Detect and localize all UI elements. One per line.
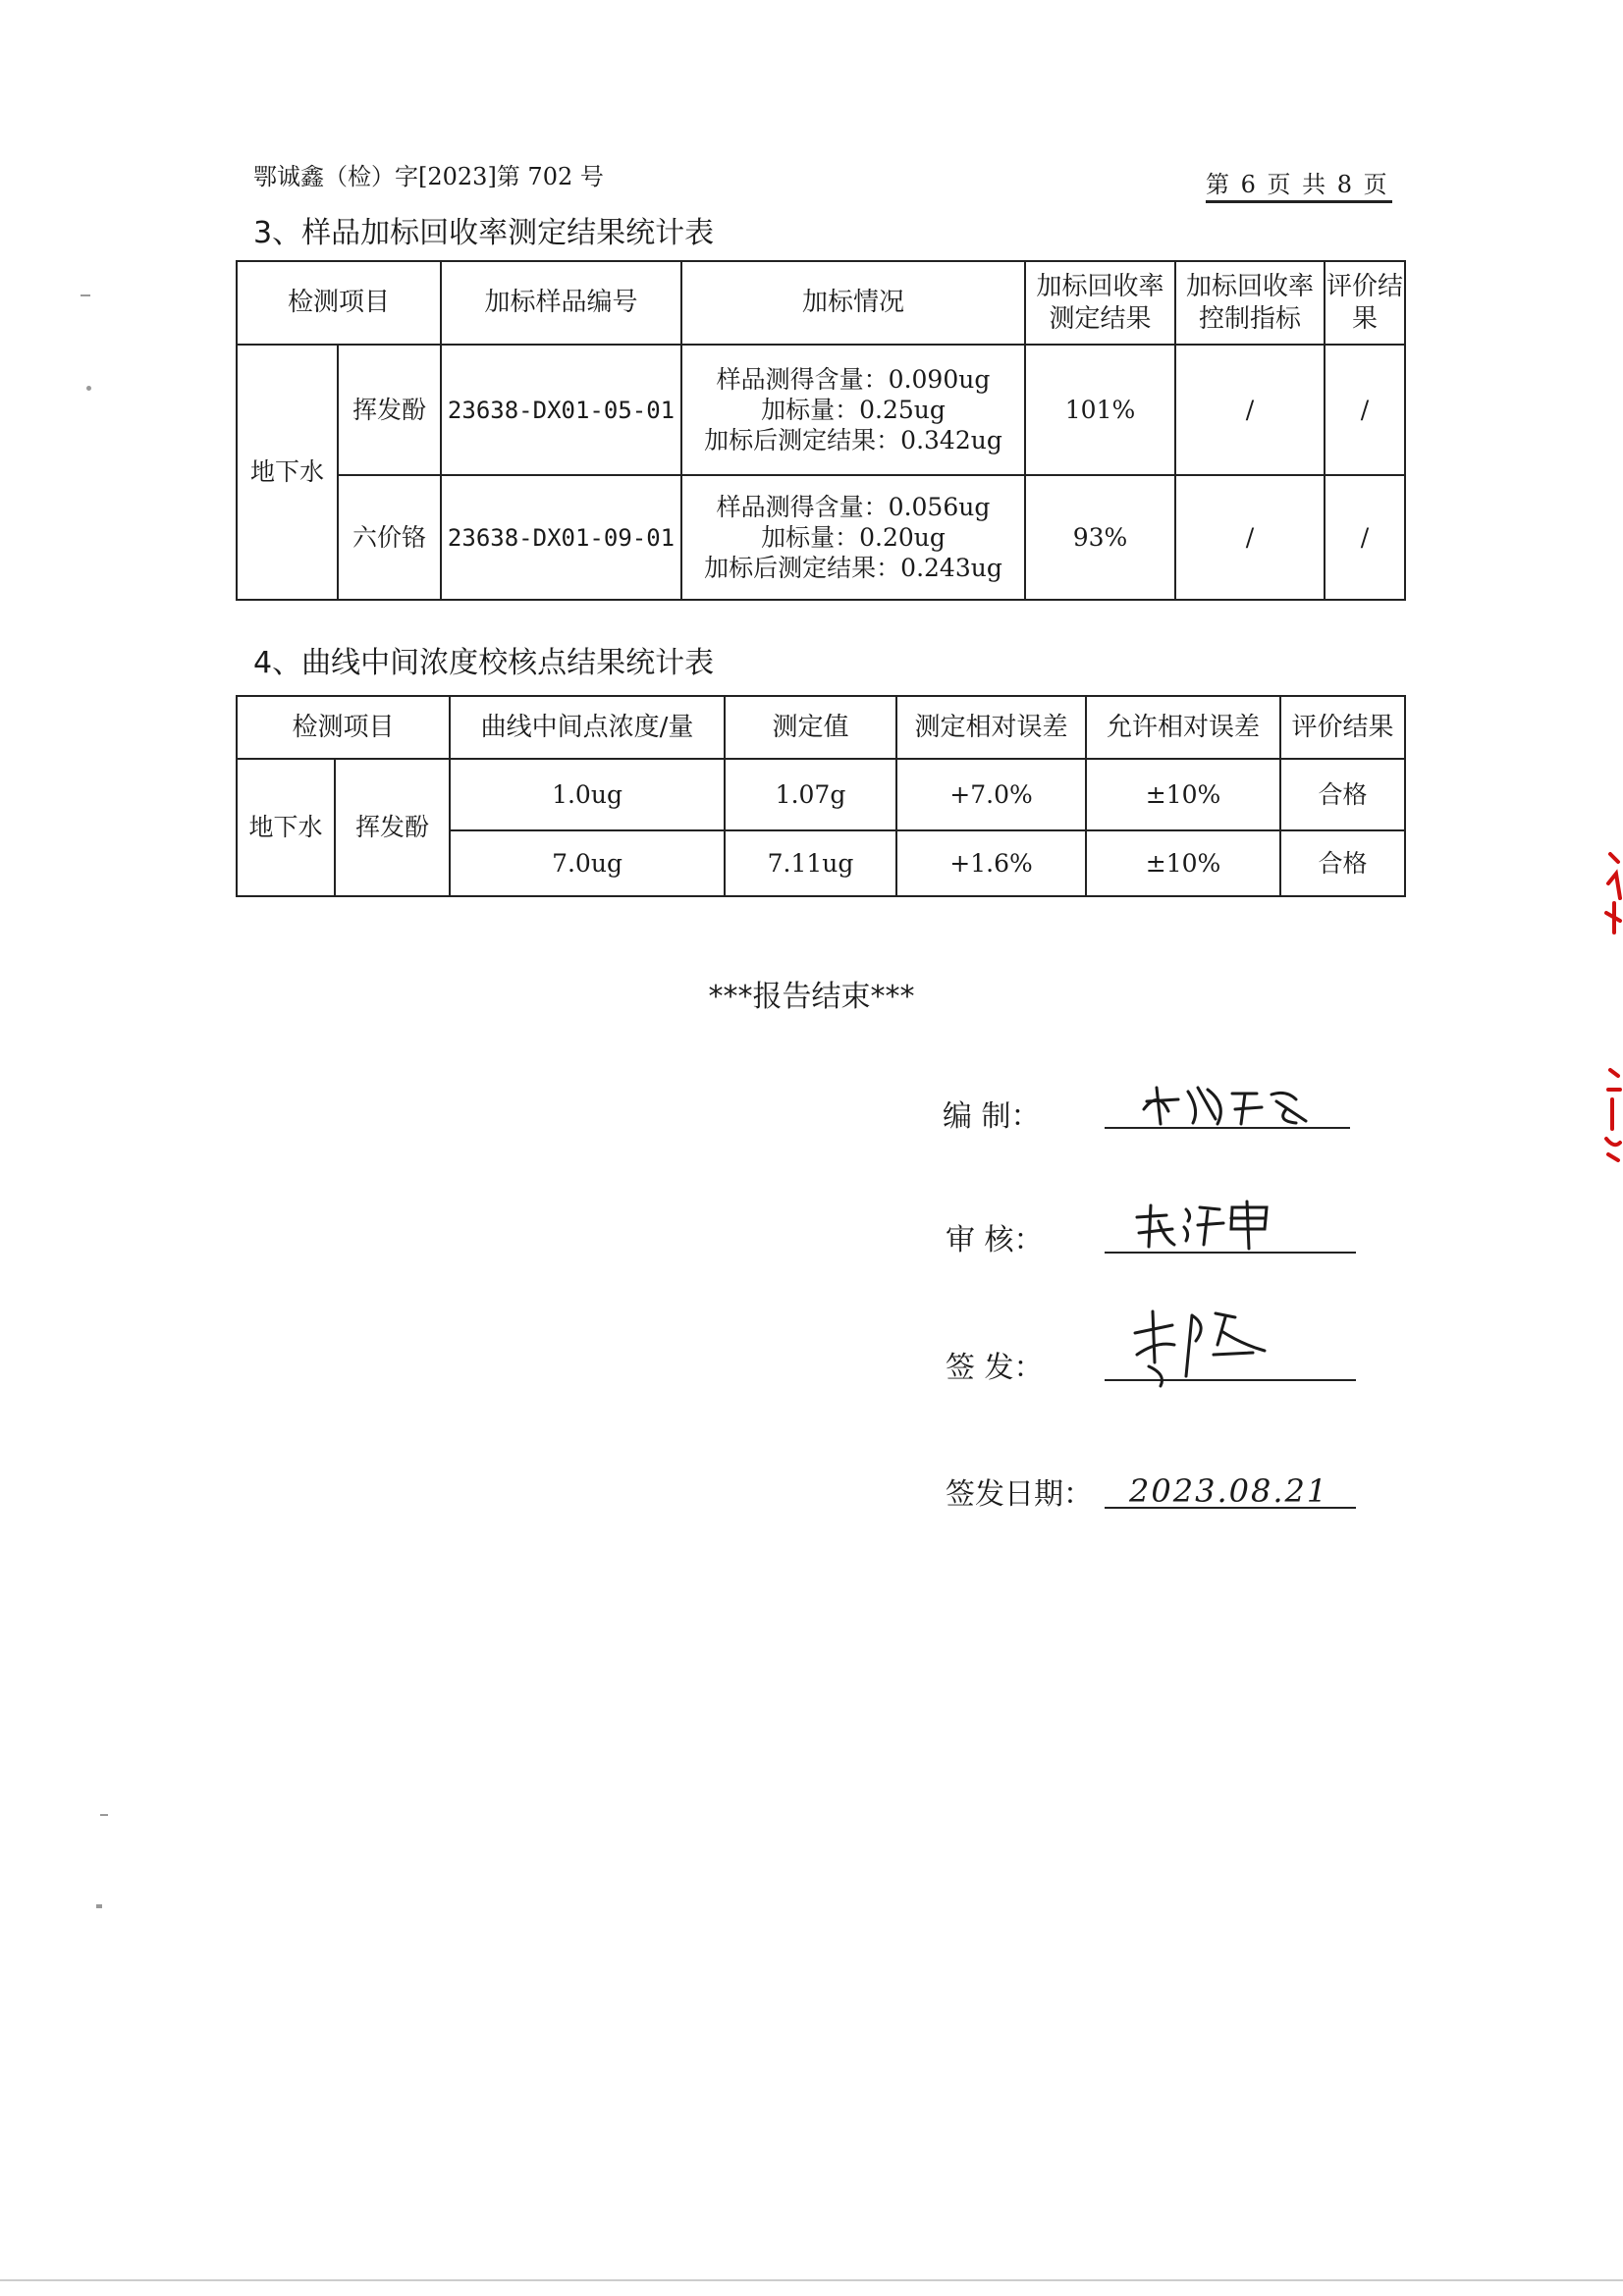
table-header-row — [237, 696, 1405, 759]
table-header-row — [237, 261, 1405, 345]
reviewed-label: 审 核： — [946, 1223, 1044, 1257]
mid-conc-cell: 7.0ug — [450, 830, 725, 896]
calibration-check-table — [236, 695, 1406, 897]
header-underline — [1206, 200, 1392, 203]
spike-recovery-table — [236, 260, 1406, 601]
header-rel-error: 测定相对误差 — [896, 696, 1086, 759]
issue-date-value: 2023.08.21 — [1129, 1472, 1329, 1510]
recovery-cell: 101% — [1025, 345, 1175, 475]
header-sample-no: 加标样品编号 — [441, 261, 681, 345]
spike-line: 加标量：0.25ug — [761, 395, 946, 424]
scan-speck — [81, 294, 90, 296]
analyte-cell: 挥发酚 — [338, 345, 441, 475]
header-item: 检测项目 — [237, 261, 441, 345]
spike-line: 加标量：0.20ug — [761, 522, 946, 552]
header-item: 检测项目 — [237, 696, 450, 759]
spike-line: 加标后测定结果：0.342ug — [704, 426, 1002, 455]
rel-error-cell: +7.0% — [896, 759, 1086, 830]
scan-speck — [86, 386, 91, 391]
section4-title: 4、曲线中间浓度校核点结果统计表 — [253, 646, 715, 680]
recovery-cell: 93% — [1025, 475, 1175, 600]
bottom-scan-edge — [0, 2279, 1623, 2281]
scan-speck — [96, 1904, 102, 1908]
allowed-error-cell: ±10% — [1086, 830, 1280, 896]
rel-error-cell: +1.6% — [896, 830, 1086, 896]
report-end-text: ***报告结束*** — [708, 980, 915, 1014]
spike-cell — [681, 475, 1025, 600]
reviewed-signature — [1129, 1200, 1276, 1254]
spike-line: 样品测得含量：0.056ug — [716, 492, 991, 521]
table-row — [237, 475, 1405, 600]
header-recovery-result: 加标回收率测定结果 — [1025, 261, 1175, 345]
compiled-label: 编 制： — [943, 1099, 1041, 1134]
document-number: 鄂诚鑫（检）字[2023]第 702 号 — [253, 163, 604, 190]
header-allowed-error: 允许相对误差 — [1086, 696, 1280, 759]
mid-conc-cell: 1.0ug — [450, 759, 725, 830]
matrix-cell: 地下水 — [237, 759, 335, 896]
section3-title: 3、样品加标回收率测定结果统计表 — [253, 216, 715, 250]
spike-line: 加标后测定结果：0.243ug — [704, 554, 1002, 583]
issued-label: 签 发： — [946, 1351, 1044, 1385]
allowed-error-cell: ±10% — [1086, 759, 1280, 830]
scan-speck — [100, 1814, 108, 1816]
table-row — [237, 345, 1405, 475]
sample-no-cell: 23638-DX01-05-01 — [441, 345, 681, 475]
header-evaluation: 评价结果 — [1325, 261, 1405, 345]
analyte-cell: 六价铬 — [338, 475, 441, 600]
issued-signature — [1127, 1306, 1274, 1389]
control-cell: / — [1175, 475, 1325, 600]
table-row — [237, 759, 1405, 830]
analyte-cell: 挥发酚 — [335, 759, 450, 896]
seal-fragment — [1600, 844, 1623, 1168]
header-mid-conc: 曲线中间点浓度/量 — [450, 696, 725, 759]
control-cell: / — [1175, 345, 1325, 475]
measured-cell: 1.07g — [725, 759, 896, 830]
spike-cell — [681, 345, 1025, 475]
header-recovery-control: 加标回收率控制指标 — [1175, 261, 1325, 345]
evaluation-cell: 合格 — [1280, 759, 1405, 830]
measured-cell: 7.11ug — [725, 830, 896, 896]
page-indicator: 第 6 页 共 8 页 — [1206, 171, 1389, 198]
date-label: 签发日期： — [946, 1477, 1093, 1512]
sample-no-cell: 23638-DX01-09-01 — [441, 475, 681, 600]
spike-line: 样品测得含量：0.090ug — [716, 364, 991, 394]
header-evaluation: 评价结果 — [1280, 696, 1405, 759]
evaluation-cell: / — [1325, 475, 1405, 600]
matrix-cell: 地下水 — [237, 345, 338, 600]
header-measured: 测定值 — [725, 696, 896, 759]
evaluation-cell: / — [1325, 345, 1405, 475]
compiled-signature — [1139, 1080, 1316, 1134]
header-spike: 加标情况 — [681, 261, 1025, 345]
evaluation-cell: 合格 — [1280, 830, 1405, 896]
